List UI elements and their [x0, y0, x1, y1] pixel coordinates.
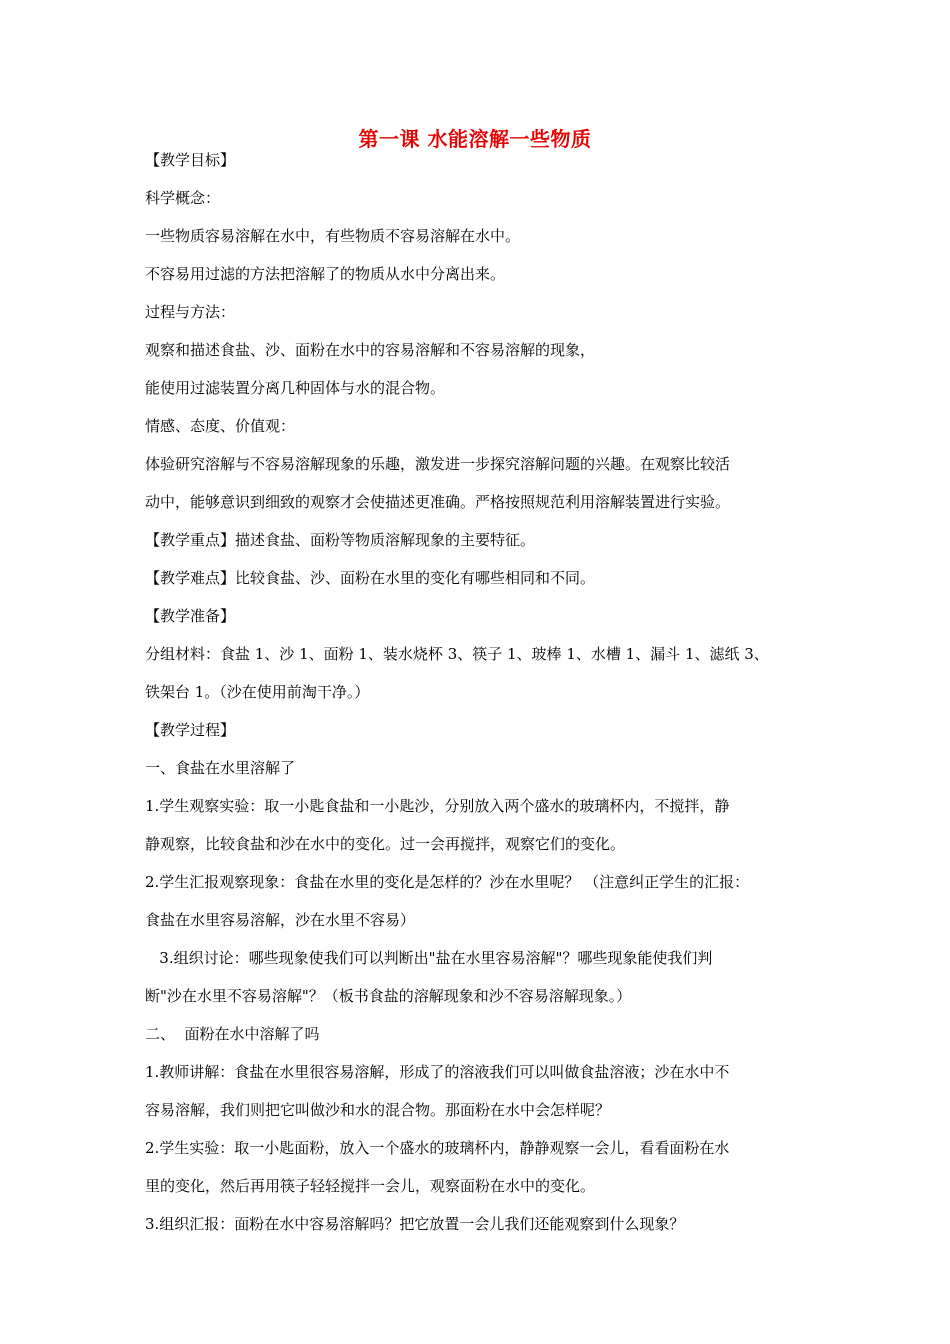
- paragraph-line: 分组材料：食盐 1、沙 1、面粉 1、装水烧杯 3、筷子 1、玻棒 1、水槽 1、漏斗 1、滤纸 3、: [145, 645, 769, 663]
- paragraph-line: 3.组织汇报：面粉在水中容易溶解吗？把它放置一会儿我们还能观察到什么现象？: [145, 1215, 685, 1233]
- paragraph-line: 静观察，比较食盐和沙在水中的变化。过一会再搅拌，观察它们的变化。: [145, 835, 626, 853]
- section-heading-preparation: 【教学准备】: [145, 607, 236, 625]
- paragraph-line: 动中，能够意识到细致的观察才会使描述更准确。严格按照规范利用溶解装置进行实验。: [145, 493, 731, 511]
- paragraph-line: 容易溶解，我们则把它叫做沙和水的混合物。那面粉在水中会怎样呢？: [145, 1101, 611, 1119]
- section-heading-process: 【教学过程】: [145, 721, 236, 739]
- section-heading-objectives: 【教学目标】: [145, 151, 236, 169]
- subsection-heading: 一、食盐在水里溶解了: [145, 759, 296, 777]
- paragraph-line: 科学概念：: [145, 189, 221, 207]
- paragraph-line: 铁架台 1。（沙在使用前淘干净。）: [145, 683, 370, 701]
- paragraph-line: 食盐在水里容易溶解，沙在水里不容易）: [145, 911, 416, 929]
- paragraph-line: 一些物质容易溶解在水中，有些物质不容易溶解在水中。: [145, 227, 521, 245]
- paragraph-line: 1.学生观察实验：取一小匙食盐和一小匙沙，分别放入两个盛水的玻璃杯内，不搅拌，静: [145, 797, 730, 815]
- paragraph-line: 里的变化，然后再用筷子轻轻搅拌一会儿，观察面粉在水中的变化。: [145, 1177, 596, 1195]
- paragraph-line: 1.教师讲解：食盐在水里很容易溶解，形成了的溶液我们可以叫做食盐溶液；沙在水中不: [145, 1063, 730, 1081]
- paragraph-line: 断"沙在水里不容易溶解"？（板书食盐的溶解现象和沙不容易溶解现象。）: [145, 987, 632, 1005]
- paragraph-line: 2.学生汇报观察现象：食盐在水里的变化是怎样的？沙在水里呢？ （注意纠正学生的汇报：: [145, 873, 750, 891]
- paragraph-line: 体验研究溶解与不容易溶解现象的乐趣，激发进一步探究溶解问题的兴趣。在观察比较活: [145, 455, 731, 473]
- paragraph-line: 能使用过滤装置分离几种固体与水的混合物。: [145, 379, 446, 397]
- document-title: 第一课 水能溶解一些物质: [358, 127, 592, 151]
- key-points-line: 【教学重点】描述食盐、面粉等物质溶解现象的主要特征。: [145, 531, 536, 549]
- paragraph-line: 观察和描述食盐、沙、面粉在水中的容易溶解和不容易溶解的现象，: [145, 341, 596, 359]
- paragraph-line: 3.组织讨论：哪些现象使我们可以判断出"盐在水里容易溶解"？哪些现象能使我们判: [145, 949, 713, 967]
- paragraph-line: 过程与方法：: [145, 303, 236, 321]
- paragraph-line: 2.学生实验：取一小匙面粉，放入一个盛水的玻璃杯内，静静观察一会儿，看看面粉在水: [145, 1139, 730, 1157]
- difficulty-line: 【教学难点】比较食盐、沙、面粉在水里的变化有哪些相同和不同。: [145, 569, 596, 587]
- subsection-heading: 二、 面粉在水中溶解了吗: [145, 1025, 320, 1043]
- paragraph-line: 情感、态度、价值观：: [145, 417, 296, 435]
- paragraph-line: 不容易用过滤的方法把溶解了的物质从水中分离出来。: [145, 265, 506, 283]
